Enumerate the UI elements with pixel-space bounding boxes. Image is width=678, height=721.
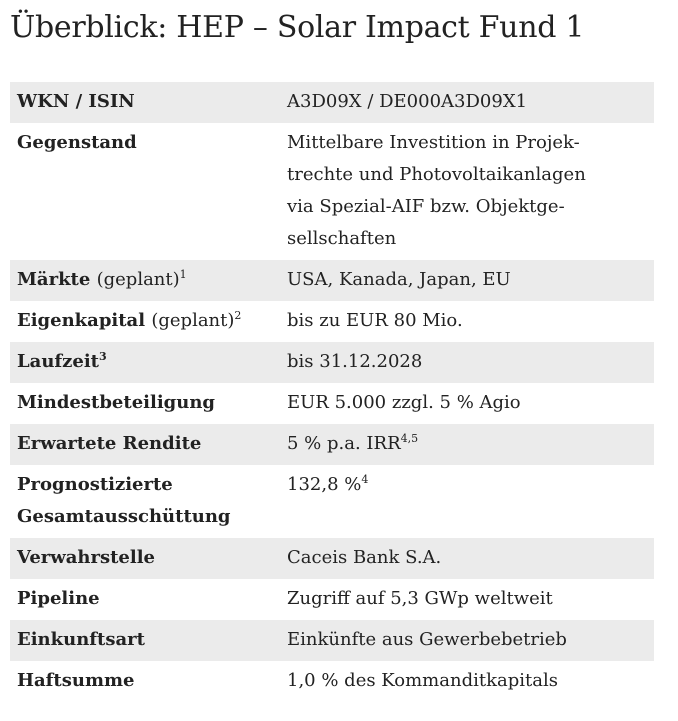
overview-table <box>10 82 654 702</box>
value-line: sellschaften <box>287 228 397 249</box>
row-label <box>10 260 287 301</box>
label-suffix: (geplant) <box>151 310 235 331</box>
table-row <box>10 301 654 342</box>
table-row <box>10 465 654 538</box>
row-value: Einkünfte aus Gewerbebetrieb <box>287 629 567 650</box>
row-label <box>10 301 287 342</box>
row-value: 1,0 % des Kommanditkapitals <box>287 670 558 691</box>
row-value <box>287 465 654 538</box>
table-row <box>10 342 654 383</box>
label-text: Eigenkapital <box>17 310 146 331</box>
row-value: bis zu EUR 80 Mio. <box>287 310 463 331</box>
footnote-marker: 4 <box>361 473 369 486</box>
row-label: Verwahrstelle <box>17 547 156 568</box>
row-value: USA, Kanada, Japan, EU <box>287 269 511 290</box>
value-line: Mittelbare Investition in Projek- <box>287 132 580 153</box>
footnote-marker: 2 <box>234 309 242 322</box>
value-text: 132,8 % <box>287 474 362 495</box>
row-value: EUR 5.000 zzgl. 5 % Agio <box>287 392 521 413</box>
row-value: Caceis Bank S.A. <box>287 547 442 568</box>
row-label: Erwartete Rendite <box>17 433 202 454</box>
label-suffix: (geplant) <box>96 269 180 290</box>
table-row <box>10 123 654 260</box>
page-title: Überblick: HEP – Solar Impact Fund 1 <box>10 10 585 45</box>
row-label: Pipeline <box>17 588 100 609</box>
row-label: Einkunftsart <box>17 629 145 650</box>
label-line: Prognostizierte <box>17 474 173 495</box>
table-row <box>10 383 654 424</box>
row-label <box>10 342 287 383</box>
table-row <box>10 579 654 620</box>
label-text: Märkte <box>17 269 91 290</box>
row-value <box>287 123 654 260</box>
table-row <box>10 538 654 579</box>
row-label: Mindestbeteiligung <box>17 392 215 413</box>
table-row <box>10 620 654 661</box>
row-value <box>287 424 654 465</box>
footnote-marker: 3 <box>98 350 107 363</box>
row-label: Gegenstand <box>17 132 137 153</box>
table-row <box>10 82 654 123</box>
row-value: bis 31.12.2028 <box>287 351 423 372</box>
value-text: 5 % p.a. IRR <box>287 433 401 454</box>
row-label <box>10 465 287 538</box>
row-value: Zugriff auf 5,3 GWp weltweit <box>287 588 553 609</box>
footnote-marker: 4,5 <box>400 432 419 445</box>
table-row <box>10 260 654 301</box>
row-label: WKN / ISIN <box>17 91 135 112</box>
footnote-marker: 1 <box>179 268 187 281</box>
table-row <box>10 424 654 465</box>
row-label: Haftsumme <box>17 670 135 691</box>
value-line: via Spezial-AIF bzw. Objektge- <box>287 196 565 217</box>
label-line: Gesamtausschüttung <box>17 506 231 527</box>
row-value: A3D09X / DE000A3D09X1 <box>287 91 528 112</box>
value-line: trechte und Photovoltaikanlagen <box>287 164 586 185</box>
label-text: Laufzeit <box>17 351 99 372</box>
table-row <box>10 661 654 702</box>
